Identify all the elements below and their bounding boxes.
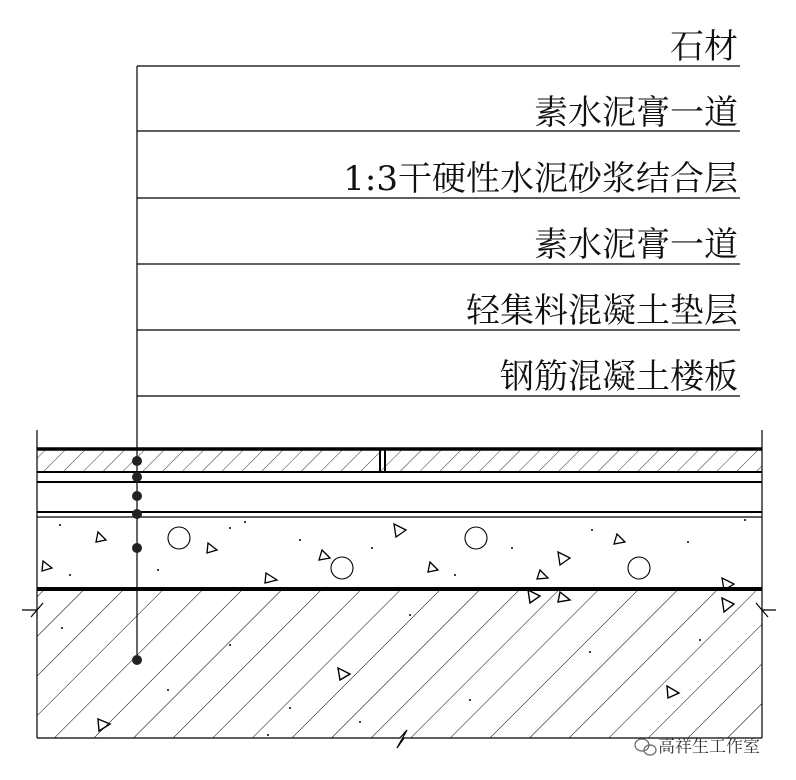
layer-label-cement-paste-1: 素水泥膏一道 xyxy=(534,93,738,133)
layer-label-stone: 石材 xyxy=(670,27,738,67)
layer-label-rc-slab: 钢筋混凝土楼板 xyxy=(500,357,738,397)
watermark xyxy=(635,737,760,757)
mortar-bed-layer xyxy=(37,482,762,517)
watermark-text: 高祥生工作室 xyxy=(658,737,760,757)
stone-layer xyxy=(37,449,762,472)
layer-labels xyxy=(343,27,738,397)
layer-label-cement-paste-2: 素水泥膏一道 xyxy=(534,225,738,265)
rc-slab-layer xyxy=(37,590,762,738)
layer-label-mortar-bed: 1:3干硬性水泥砂浆结合层 xyxy=(343,159,738,199)
lightweight-concrete-layer xyxy=(42,519,746,590)
layer-label-lightweight-concrete: 轻集料混凝土垫层 xyxy=(466,291,738,331)
wechat-icon xyxy=(635,739,656,755)
